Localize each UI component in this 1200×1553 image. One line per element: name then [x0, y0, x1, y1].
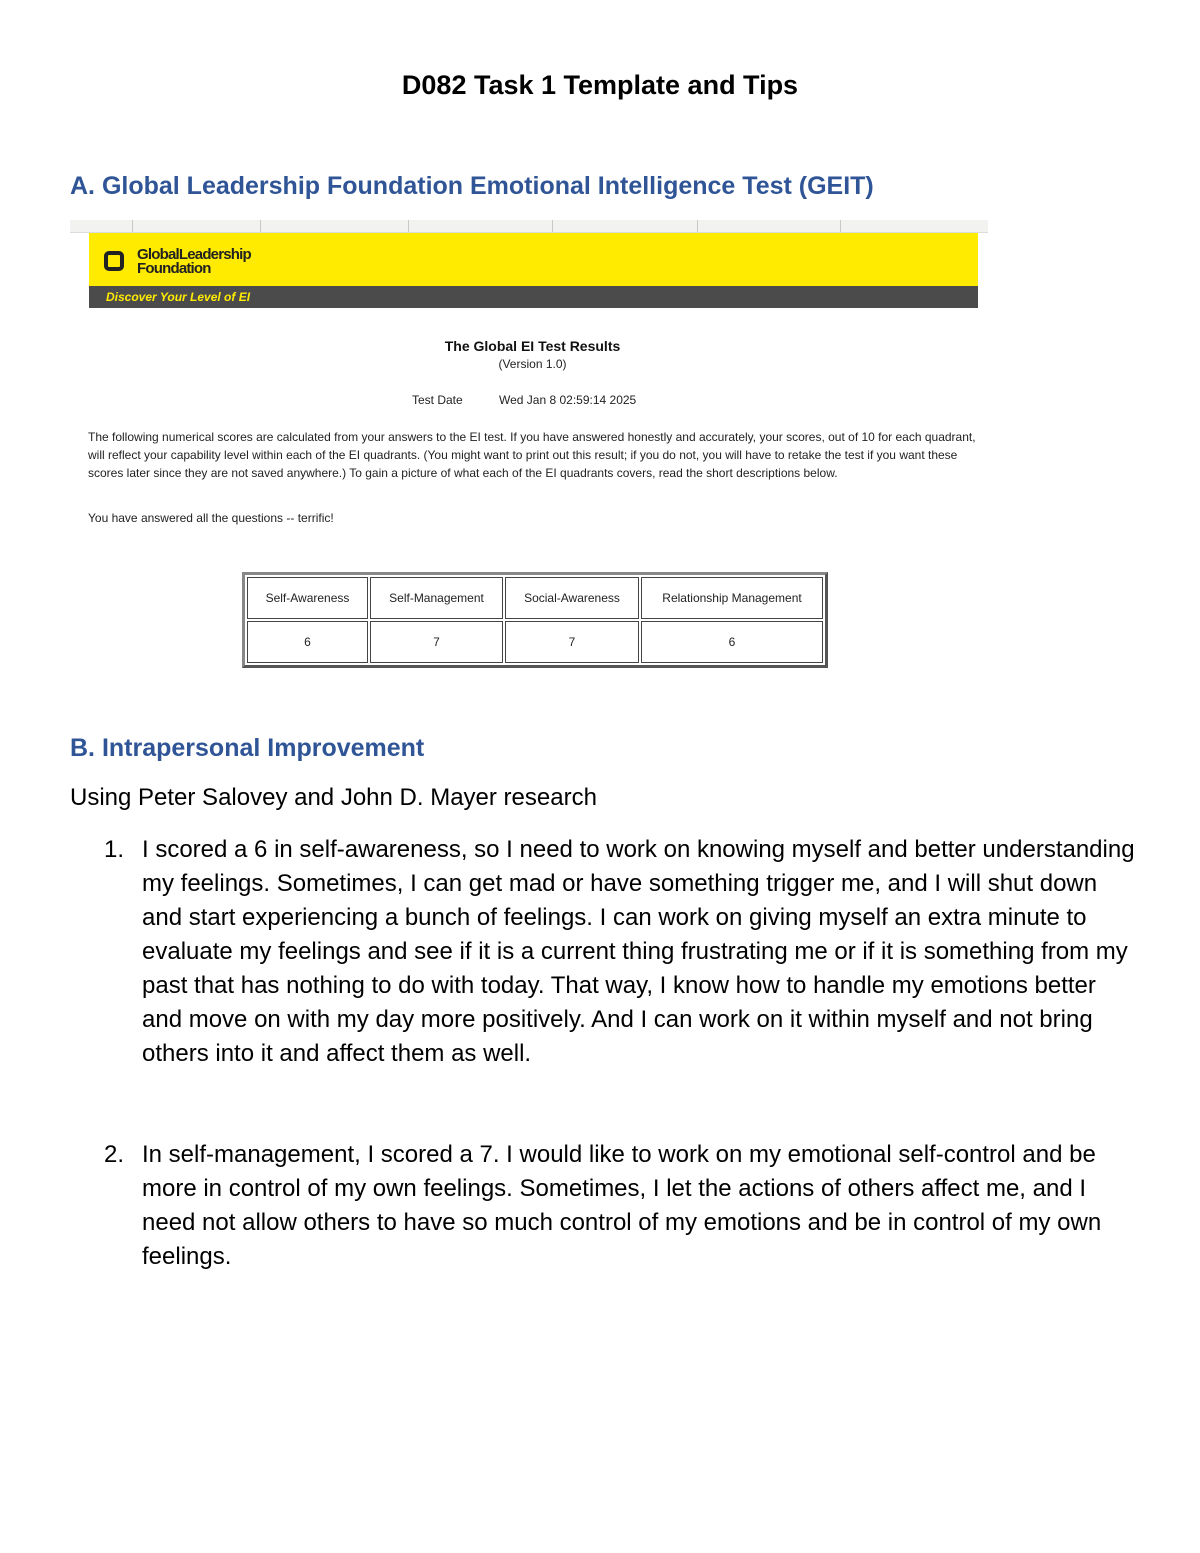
- header-social-awareness: Social-Awareness: [505, 577, 639, 619]
- gl-header-banner: [89, 233, 978, 286]
- browser-tab-strip: [70, 220, 988, 233]
- section-b-heading: B. Intrapersonal Improvement: [70, 734, 425, 762]
- answered-note: You have answered all the questions -- terrific!: [88, 511, 334, 525]
- global-leadership-logo-icon: [104, 251, 124, 271]
- list-item-number: 2.: [104, 1141, 125, 1168]
- list-item: I scored a 6 in self-awareness, so I need to work on knowing myself and better understanding my feelings. Sometimes, I can get mad or have something trigger me, and I will shut down and start experiencing a bunch of feelings. I can work on giving myself an extra minute to evaluate my feelings and see if it is a current thing frustrating me or if it is something from my past that has nothing to do with today. That way, I know how to handle my emotions better and move on with my day more positively. And I can work on it within myself and not bring others into it and affect them as well.: [142, 836, 1135, 1067]
- score-table-header-row: [247, 577, 823, 619]
- tagline-bar: [89, 286, 978, 308]
- test-date-label: Test Date: [412, 393, 463, 407]
- score-self-awareness: 6: [247, 621, 368, 663]
- score-table-score-row: [247, 621, 823, 663]
- score-social-awareness: 7: [505, 621, 639, 663]
- test-date-value: Wed Jan 8 02:59:14 2025: [499, 393, 637, 407]
- header-self-awareness: Self-Awareness: [247, 577, 368, 619]
- results-version: (Version 1.0): [498, 357, 567, 371]
- score-relationship-management: 6: [641, 621, 823, 663]
- section-a-heading: A. Global Leadership Foundation Emotional Intelligence Test (GEIT): [70, 172, 874, 200]
- logo-line-1: GlobalLeadership: [137, 246, 251, 263]
- header-relationship-management: Relationship Management: [641, 577, 823, 619]
- score-self-management: 7: [370, 621, 503, 663]
- geit-results-screenshot: [70, 220, 988, 685]
- document-title: D082 Task 1 Template and Tips: [401, 70, 799, 100]
- results-description: The following numerical scores are calculated from your answers to the EI test. If you have answered honestly and accurately, your scores, out of 10 for each quadrant, will reflect your capability level within each of the EI quadrants. (You might want to print out this result; if you do not, you will have to retake the test if you want these scores later since they are not saved anywhere.) To gain a picture of what each of the EI quadrants covers, read the short descriptions below.: [88, 430, 976, 480]
- logo-line-2: Foundation: [137, 260, 211, 277]
- results-title: The Global EI Test Results: [444, 338, 621, 354]
- ei-score-table: [242, 572, 828, 668]
- section-b-intro: Using Peter Salovey and John D. Mayer research: [70, 784, 597, 811]
- tagline: Discover Your Level of EI: [106, 290, 251, 304]
- global-leadership-logo: [137, 248, 251, 276]
- header-self-management: Self-Management: [370, 577, 503, 619]
- list-item: In self-management, I scored a 7. I would like to work on my emotional self-control and be more in control of my own feelings. Sometimes, I let the actions of others affect me, and I need not allow others to have so much control of my emotions and be in control of my own feelings.: [142, 1141, 1102, 1270]
- list-item-number: 1.: [104, 836, 125, 863]
